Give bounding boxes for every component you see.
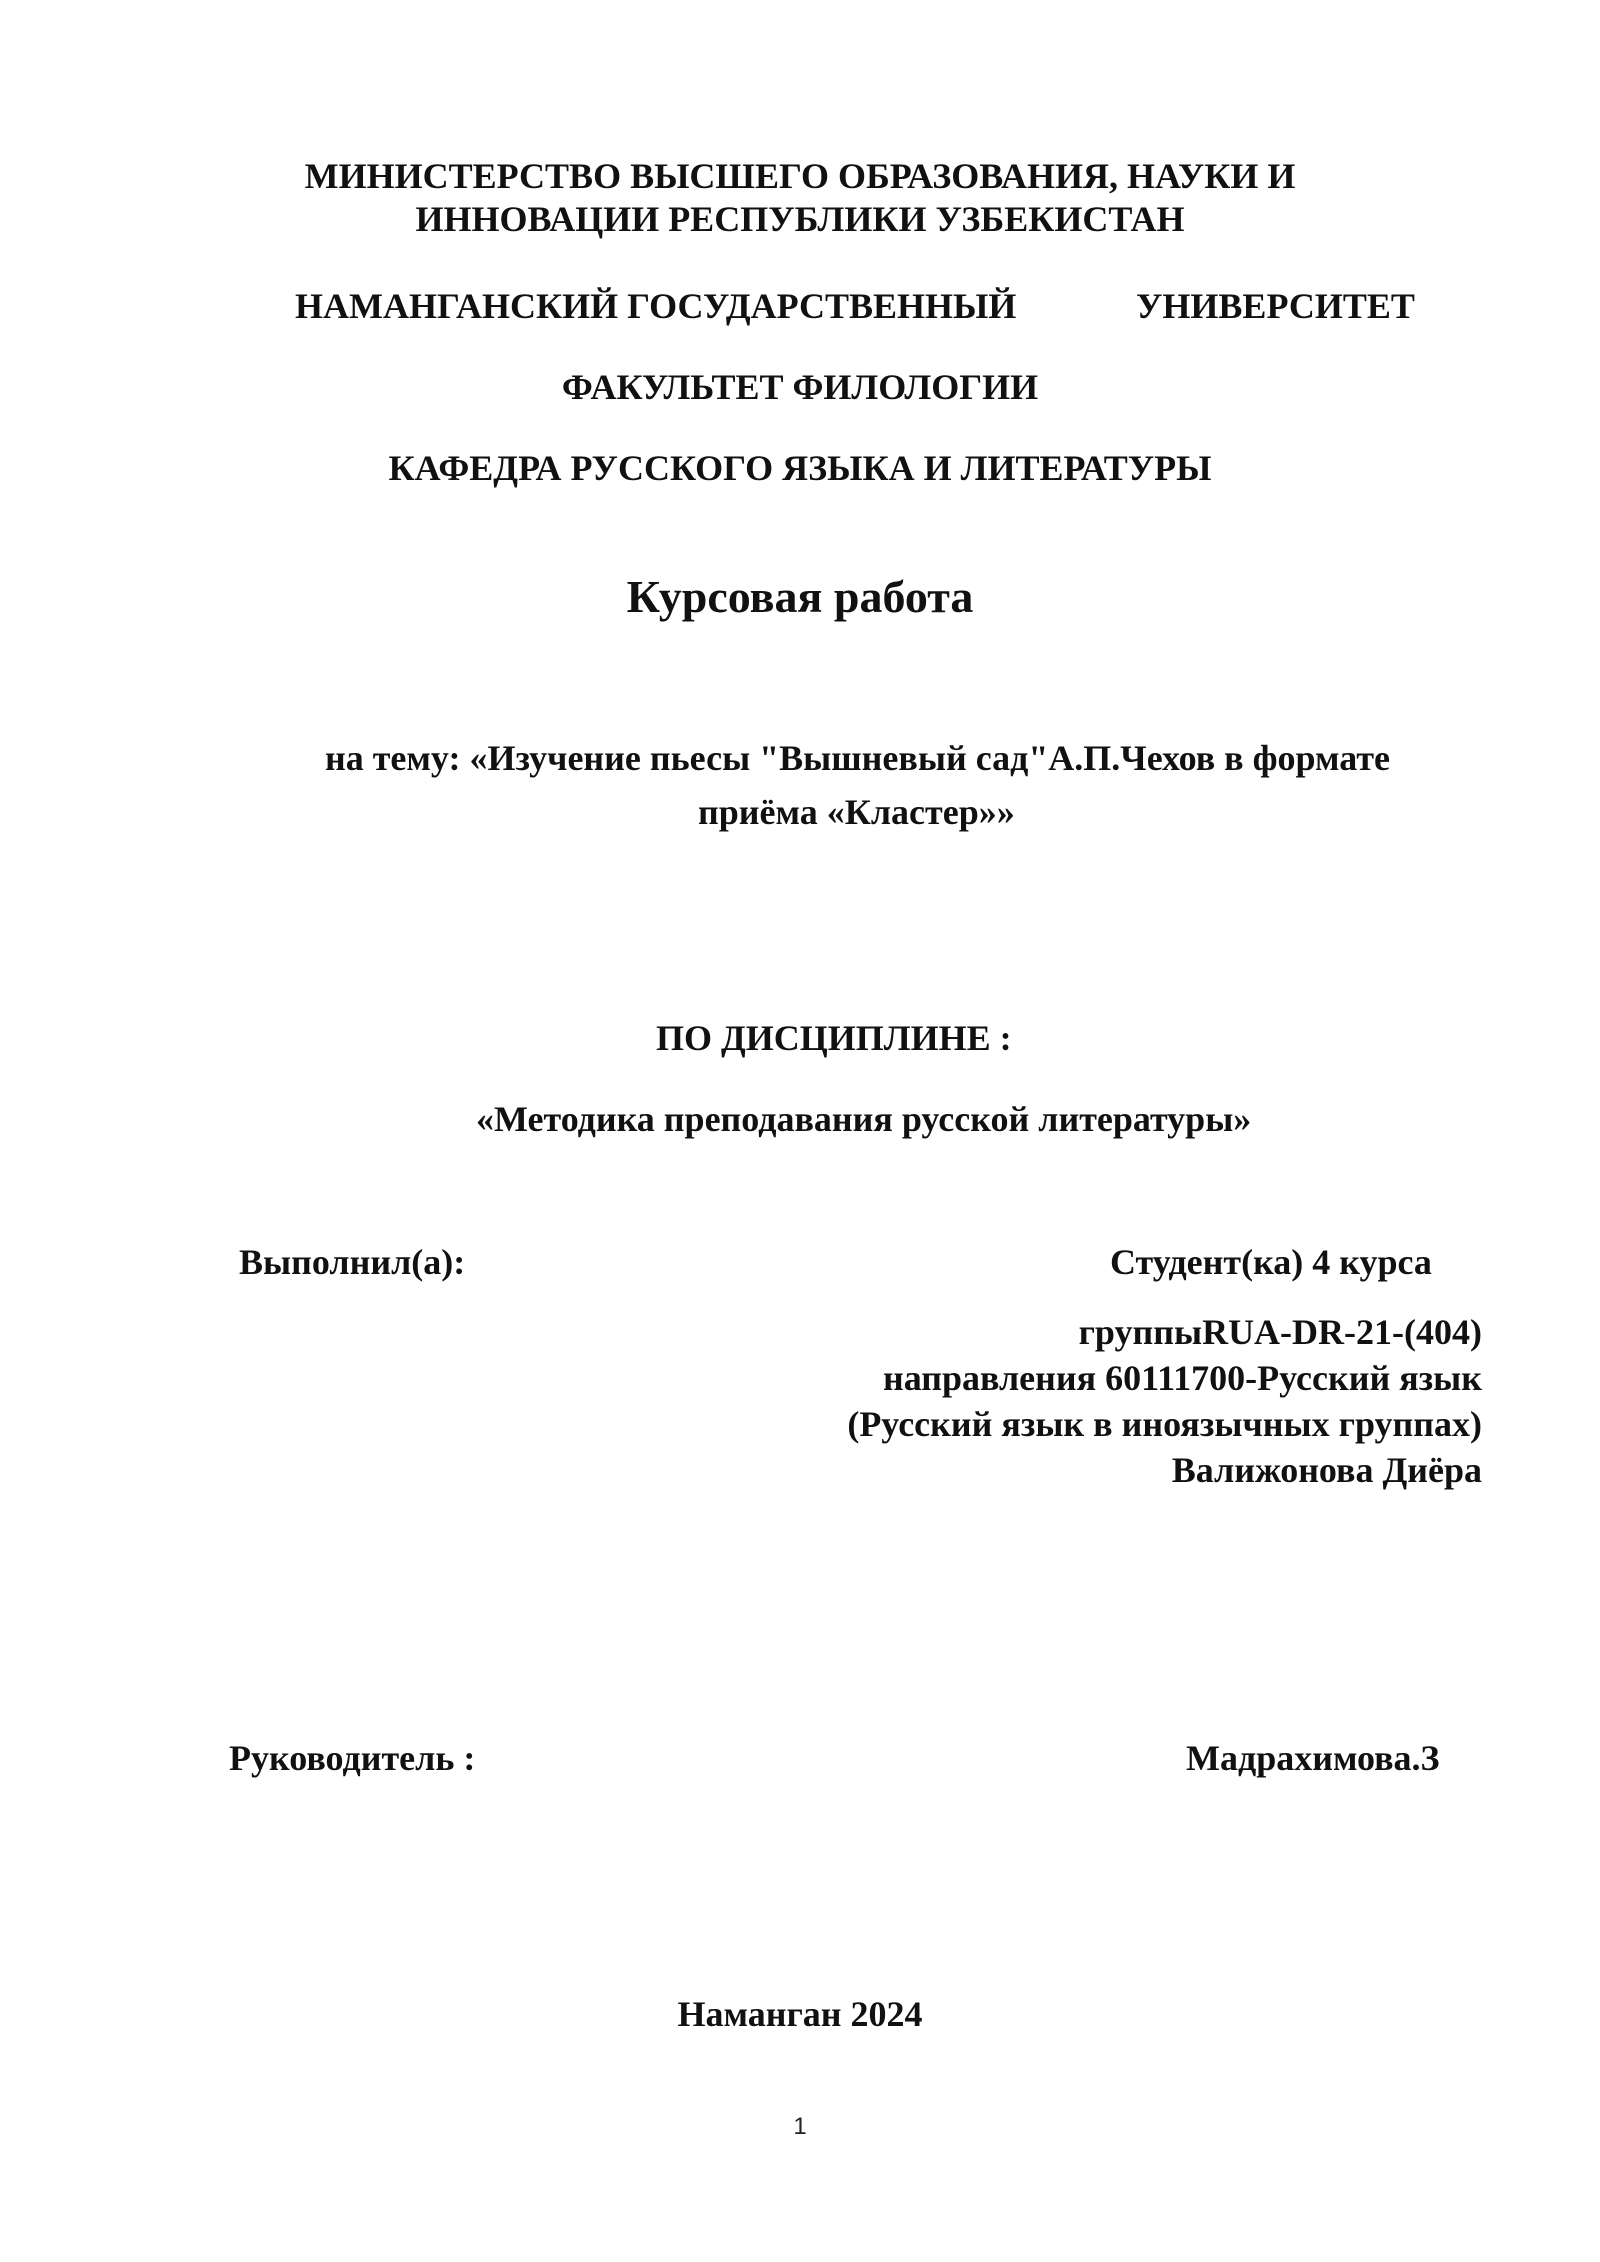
author-direction: направления 60111700-Русский язык: [882, 1358, 1482, 1398]
discipline-name: «Методика преподавания русской литературы»: [476, 1099, 1252, 1139]
ministry-line-2: ИННОВАЦИИ РЕСПУБЛИКИ УЗБЕКИСТАН: [415, 199, 1185, 239]
supervisor-label: Руководитель :: [229, 1738, 476, 1778]
author-group: группыRUA-DR-21-(404): [1078, 1312, 1482, 1352]
author-student-course: Студент(ка) 4 курса: [1110, 1242, 1432, 1282]
topic-line-1: на тему: «Изучение пьесы "Вышневый сад"А.П.Чехов в формате: [325, 738, 1390, 778]
author-specialization: (Русский язык в иноязычных группах): [847, 1404, 1482, 1444]
university-name: НАМАНГАНСКИЙ ГОСУДАРСТВЕННЫЙ: [295, 286, 1017, 326]
place-year: Наманган 2024: [677, 1994, 923, 2034]
university-word: УНИВЕРСИТЕТ: [1136, 286, 1415, 326]
author-label: Выполнил(а):: [239, 1242, 466, 1282]
page-number: 1: [793, 2113, 807, 2140]
work-type-title: Курсовая работа: [626, 571, 974, 622]
author-name: Валижонова Диёра: [1171, 1450, 1482, 1490]
topic-line-2: приёма «Кластер»»: [698, 792, 1015, 832]
ministry-line-1: МИНИСТЕРСТВО ВЫСШЕГО ОБРАЗОВАНИЯ, НАУКИ И: [304, 156, 1296, 196]
faculty-name: ФАКУЛЬТЕТ ФИЛОЛОГИИ: [561, 367, 1039, 407]
department-name: КАФЕДРА РУССКОГО ЯЗЫКА И ЛИТЕРАТУРЫ: [388, 448, 1212, 488]
discipline-label: ПО ДИСЦИПЛИНЕ :: [656, 1018, 1012, 1058]
supervisor-name: Мадрахимова.З: [1186, 1738, 1440, 1778]
